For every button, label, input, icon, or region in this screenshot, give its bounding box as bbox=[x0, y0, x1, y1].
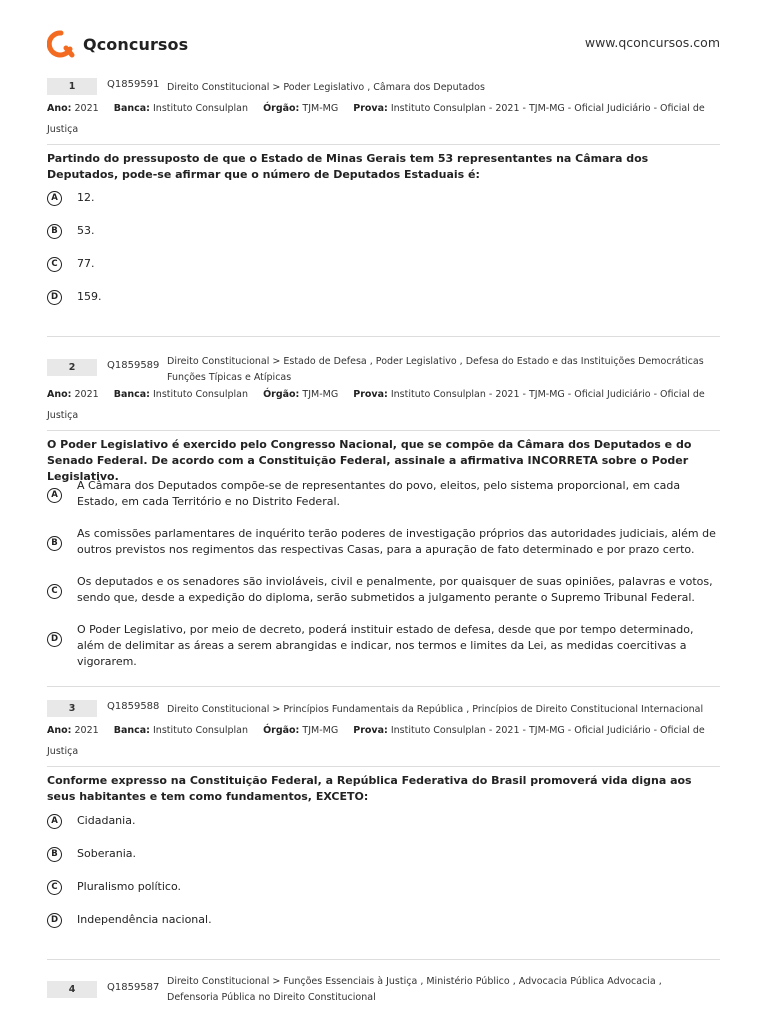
option-letter-a-icon[interactable]: A bbox=[47, 814, 62, 829]
option-list bbox=[47, 813, 720, 945]
option-letter-b-icon[interactable]: B bbox=[47, 847, 62, 862]
option-text: Independência nacional. bbox=[77, 913, 212, 926]
site-url[interactable]: www.qconcursos.com bbox=[584, 35, 720, 50]
option-d[interactable] bbox=[47, 623, 720, 671]
question-info: Ano: 2021 Banca: Instituto Consulplan Órgão: TJM-MG Prova: Instituto Consulplan - 2021 - TJM-MG - Oficial Judiciário - Oficial de Justiça bbox=[47, 389, 705, 421]
question-id[interactable]: Q1859588 bbox=[107, 701, 160, 712]
question-number-badge: 1 bbox=[47, 78, 97, 95]
question-statement: Conforme expresso na Constituição Federal, a República Federativa do Brasil promoverá vida digna aos seus habitantes e tem como fundamentos, EXCETO: bbox=[47, 774, 692, 803]
option-letter-d-icon[interactable]: D bbox=[47, 290, 62, 305]
option-b[interactable] bbox=[47, 527, 720, 575]
question-4 bbox=[47, 972, 720, 1006]
option-letter-b-icon[interactable]: B bbox=[47, 536, 62, 551]
question-number-badge: 3 bbox=[47, 700, 97, 717]
option-text: As comissões parlamentares de inquérito terão poderes de investigação próprios das autoridades judiciais, além de outros previstos nos regimentos das respectivas Casas, para a apuração de fato determinado e por prazo certo. bbox=[77, 527, 716, 556]
question-statement: Partindo do pressuposto de que o Estado de Minas Gerais tem 53 representantes na Câmara dos Deputados, pode-se afirmar que o número de Deputados Estaduais é: bbox=[47, 152, 649, 181]
option-b[interactable] bbox=[47, 846, 720, 879]
qconcursos-logo-icon bbox=[47, 30, 75, 58]
question-number-badge: 2 bbox=[47, 359, 97, 376]
option-letter-c-icon[interactable]: C bbox=[47, 880, 62, 895]
option-b[interactable] bbox=[47, 223, 720, 256]
option-text: Os deputados e os senadores são invioláveis, civil e penalmente, por quaisquer de suas opiniões, palavras e votos, sendo que, desde a expedição do diploma, serão submetidos a julgamento perante o Supremo Tribunal Federal. bbox=[77, 575, 713, 604]
question-separator bbox=[47, 959, 720, 960]
page-header bbox=[0, 0, 768, 70]
option-d[interactable] bbox=[47, 289, 720, 322]
option-text: O Poder Legislativo, por meio de decreto, poderá instituir estado de defesa, desde que por tempo determinado, além de delimitar as áreas a serem abrangidas e indicar, nos termos e limites da Lei, as medidas coercitivas a vigorarem. bbox=[77, 623, 694, 668]
option-letter-b-icon[interactable]: B bbox=[47, 224, 62, 239]
option-text: 159. bbox=[77, 290, 102, 303]
question-id[interactable]: Q1859591 bbox=[107, 79, 160, 90]
question-subject: Direito Constitucional > Poder Legislativo , Câmara dos Deputados bbox=[167, 82, 485, 93]
question-number-badge: 4 bbox=[47, 981, 97, 998]
question-separator bbox=[47, 686, 720, 687]
option-c[interactable] bbox=[47, 256, 720, 289]
question-id[interactable]: Q1859589 bbox=[107, 360, 160, 371]
qconcursos-logo[interactable] bbox=[47, 30, 188, 58]
divider bbox=[47, 430, 720, 431]
question-1 bbox=[47, 78, 720, 183]
option-text: 77. bbox=[77, 257, 95, 270]
option-a[interactable] bbox=[47, 190, 720, 223]
option-letter-c-icon[interactable]: C bbox=[47, 257, 62, 272]
question-subject: Direito Constitucional > Princípios Fundamentais da República , Princípios de Direito Constitucional Internacional bbox=[167, 704, 704, 715]
option-letter-c-icon[interactable]: C bbox=[47, 584, 62, 599]
option-list bbox=[47, 190, 720, 322]
question-id[interactable]: Q1859587 bbox=[107, 982, 160, 993]
question-statement: O Poder Legislativo é exercido pelo Congresso Nacional, que se compõe da Câmara dos Deputados e do Senado Federal. De acordo com a Constituição Federal, assinale a afirmativa INCORRETA sobre o Poder Legislativo. bbox=[47, 438, 692, 483]
option-a[interactable] bbox=[47, 813, 720, 846]
question-subject: Direito Constitucional > Estado de Defesa , Poder Legislativo , Defesa do Estado e das Instituições Democráticas Funções Típicas e Atípicas bbox=[167, 356, 704, 383]
question-2 bbox=[47, 352, 720, 485]
option-list bbox=[47, 479, 720, 671]
option-text: A Câmara dos Deputados compõe-se de representantes do povo, eleitos, pelo sistema proporcional, em cada Estado, em cada Território e no Distrito Federal. bbox=[77, 479, 681, 508]
option-letter-a-icon[interactable]: A bbox=[47, 488, 62, 503]
option-text: Soberania. bbox=[77, 847, 136, 860]
option-c[interactable] bbox=[47, 879, 720, 912]
question-info: Ano: 2021 Banca: Instituto Consulplan Órgão: TJM-MG Prova: Instituto Consulplan - 2021 - TJM-MG - Oficial Judiciário - Oficial de Justiça bbox=[47, 103, 705, 135]
option-text: Cidadania. bbox=[77, 814, 136, 827]
option-text: Pluralismo político. bbox=[77, 880, 181, 893]
option-a[interactable] bbox=[47, 479, 720, 527]
option-d[interactable] bbox=[47, 912, 720, 945]
option-text: 12. bbox=[77, 191, 95, 204]
option-c[interactable] bbox=[47, 575, 720, 623]
divider bbox=[47, 144, 720, 145]
divider bbox=[47, 766, 720, 767]
brand-name: Qconcursos bbox=[83, 34, 189, 54]
option-letter-d-icon[interactable]: D bbox=[47, 632, 62, 647]
question-info: Ano: 2021 Banca: Instituto Consulplan Órgão: TJM-MG Prova: Instituto Consulplan - 2021 - TJM-MG - Oficial Judiciário - Oficial de Justiça bbox=[47, 725, 705, 757]
question-subject: Direito Constitucional > Funções Essenciais à Justiça , Ministério Público , Advocacia Pública Advocacia , Defensoria Pública no Direito Constitucional bbox=[167, 976, 662, 1003]
question-separator bbox=[47, 336, 720, 337]
option-letter-d-icon[interactable]: D bbox=[47, 913, 62, 928]
option-text: 53. bbox=[77, 224, 95, 237]
option-letter-a-icon[interactable]: A bbox=[47, 191, 62, 206]
question-3 bbox=[47, 700, 720, 805]
